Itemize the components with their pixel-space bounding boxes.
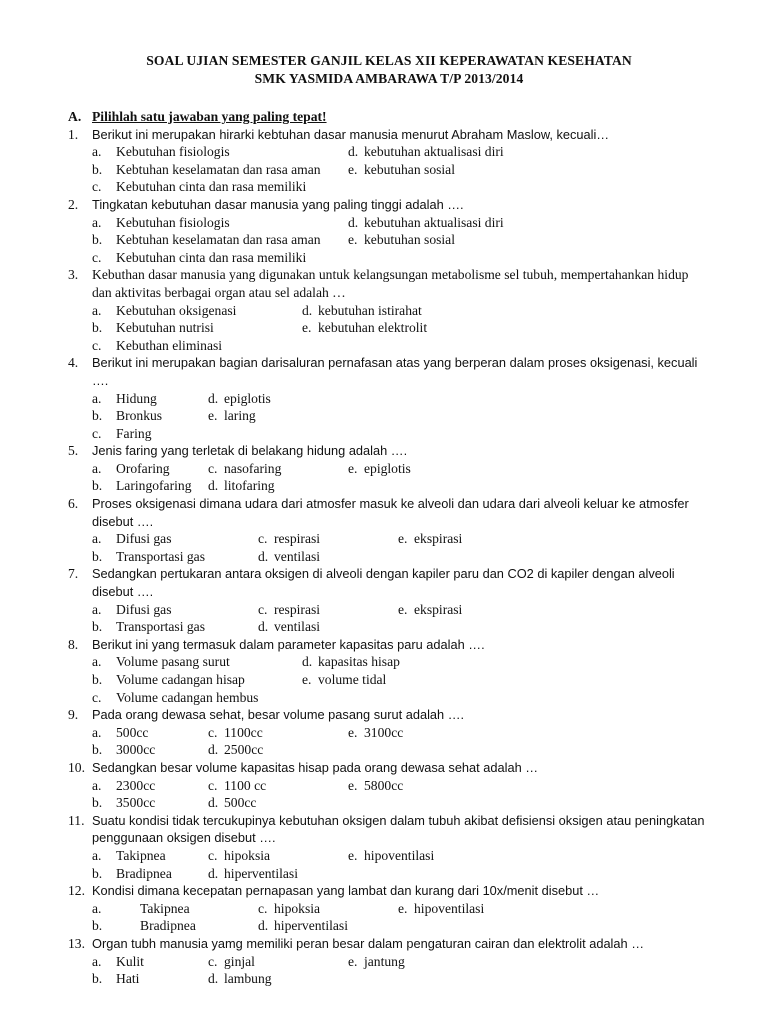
answer-option xyxy=(92,249,306,267)
option-text: Kebtuhan keselamatan dan rasa aman xyxy=(116,232,321,248)
option-text: hiperventilasi xyxy=(224,865,298,881)
option-row xyxy=(68,777,710,795)
option-row xyxy=(68,477,710,495)
answer-option xyxy=(92,161,321,179)
option-text: hiperventilasi xyxy=(274,918,348,934)
option-letter: a. xyxy=(92,654,102,670)
question-number: 8. xyxy=(68,636,79,652)
option-text: Volume cadangan hembus xyxy=(116,689,259,705)
option-text: kapasitas hisap xyxy=(318,654,400,670)
answer-option xyxy=(92,741,155,759)
option-text: kebutuhan sosial xyxy=(364,161,455,177)
answer-option xyxy=(302,671,386,689)
option-text: Kebutuhan fisiologis xyxy=(116,214,230,230)
option-letter: d. xyxy=(258,548,269,564)
option-text: jantung xyxy=(364,953,405,969)
question-text: Berikut ini merupakan bagian darisaluran pernafasan atas yang berperan dalam proses oksigenasi, kecuali …. xyxy=(92,355,698,388)
option-text: 5800cc xyxy=(364,777,404,793)
option-row xyxy=(68,970,710,988)
question-text: Jenis faring yang terletak di belakang hidung adalah …. xyxy=(92,443,408,459)
question-4 xyxy=(68,354,710,442)
question-number: 2. xyxy=(68,196,79,212)
option-letter: e. xyxy=(398,900,408,916)
answer-option xyxy=(208,741,263,759)
question-line xyxy=(68,266,710,301)
option-row xyxy=(68,231,710,249)
option-letter: b. xyxy=(92,795,103,811)
option-letter: e. xyxy=(208,408,218,424)
section-instruction: Pilihlah satu jawaban yang paling tepat! xyxy=(92,109,327,124)
answer-option xyxy=(92,970,139,988)
option-text: Difusi gas xyxy=(116,601,172,617)
option-row xyxy=(68,337,710,355)
answer-option xyxy=(348,161,455,179)
header-school: SMK YASMIDA AMBARAWA T/P 2013/2014 xyxy=(254,71,524,86)
question-13 xyxy=(68,935,710,988)
option-row xyxy=(68,618,710,636)
option-letter: d. xyxy=(208,478,219,494)
question-9 xyxy=(68,706,710,759)
option-letter: c. xyxy=(92,337,102,353)
answer-option xyxy=(258,917,348,935)
option-letter: c. xyxy=(208,847,218,863)
option-letter: e. xyxy=(398,601,408,617)
option-text: ginjal xyxy=(224,953,255,969)
option-row xyxy=(68,847,710,865)
option-row xyxy=(68,178,710,196)
question-text: Kebuthan dasar manusia yang digunakan untuk kelangsungan metabolisme sel tubuh, mempertahankan hidup dan aktivitas berbagai organ atau sel adalah … xyxy=(92,267,689,300)
question-line xyxy=(68,935,710,953)
option-text: volume tidal xyxy=(318,672,387,687)
answer-option xyxy=(208,460,281,478)
answer-option xyxy=(208,794,256,812)
option-letter: c. xyxy=(208,953,218,969)
option-text: ventilasi xyxy=(274,619,321,635)
answer-option xyxy=(92,900,190,918)
option-letter: d. xyxy=(348,144,359,160)
option-letter: b. xyxy=(92,971,103,987)
question-2 xyxy=(68,196,710,266)
question-text: Berikut ini yang termasuk dalam parameter kapasitas paru adalah …. xyxy=(92,636,485,652)
option-text: epiglotis xyxy=(224,390,271,406)
option-letter: b. xyxy=(92,865,103,881)
option-row xyxy=(68,390,710,408)
option-letter: d. xyxy=(258,918,269,934)
answer-option xyxy=(92,530,172,548)
answer-option xyxy=(348,460,411,478)
question-line xyxy=(68,196,710,214)
option-text: hipoksia xyxy=(274,900,321,916)
answer-option xyxy=(348,953,405,971)
option-letter: b. xyxy=(92,408,103,424)
question-10 xyxy=(68,759,710,812)
option-row xyxy=(68,900,710,918)
option-row xyxy=(68,794,710,812)
question-line xyxy=(68,882,710,900)
option-text: nasofaring xyxy=(224,460,282,476)
option-text: Hati xyxy=(116,971,140,987)
option-row xyxy=(68,689,710,707)
option-row xyxy=(68,425,710,443)
option-letter: e. xyxy=(348,953,358,969)
answer-option xyxy=(208,390,271,408)
option-letter: d. xyxy=(208,390,219,406)
question-7 xyxy=(68,565,710,635)
option-row xyxy=(68,741,710,759)
answer-option xyxy=(92,794,155,812)
option-row xyxy=(68,161,710,179)
question-number: 11. xyxy=(68,812,85,828)
question-text: Organ tubh manusia yamg memiliki peran besar dalam pengaturan cairan dan elektrolit adalah … xyxy=(92,935,644,951)
answer-option xyxy=(92,231,321,249)
option-row xyxy=(68,302,710,320)
question-number: 1. xyxy=(68,126,79,142)
question-text: Sedangkan pertukaran antara oksigen di alveoli dengan kapiler paru dan CO2 di kapiler dengan alveoli disebut …. xyxy=(92,566,675,600)
option-letter: c. xyxy=(92,179,102,195)
answer-option xyxy=(92,319,214,337)
answer-option xyxy=(348,214,504,232)
option-letter: b. xyxy=(92,478,103,494)
option-text: 3100cc xyxy=(364,724,404,740)
option-letter: c. xyxy=(208,724,218,740)
option-text: Kebutuhan fisiologis xyxy=(116,144,230,160)
question-list xyxy=(68,126,710,988)
option-letter: b. xyxy=(92,548,103,564)
option-text: lambung xyxy=(224,971,272,987)
option-letter: a. xyxy=(92,601,102,617)
answer-option xyxy=(258,548,320,566)
question-12 xyxy=(68,882,710,935)
option-letter: e. xyxy=(302,320,312,336)
option-text: kebutuhan istirahat xyxy=(318,302,422,318)
question-line xyxy=(68,759,710,777)
option-text: 1100 cc xyxy=(224,777,267,793)
option-letter: d. xyxy=(348,214,359,230)
answer-option xyxy=(258,900,320,918)
option-letter: d. xyxy=(258,619,269,635)
question-1 xyxy=(68,126,710,196)
answer-option xyxy=(92,302,236,320)
option-text: Kebtuhan keselamatan dan rasa aman xyxy=(116,161,321,177)
option-letter: d. xyxy=(208,865,219,881)
question-text: Proses oksigenasi dimana udara dari atmosfer masuk ke alveoli dan udara dari alveoli keluar ke atmosfer disebut …. xyxy=(92,496,689,529)
option-text: Volume pasang surut xyxy=(116,654,230,670)
option-text: Takipnea xyxy=(116,847,166,863)
answer-option xyxy=(92,477,192,495)
option-text: respirasi xyxy=(274,601,321,617)
answer-option xyxy=(92,917,196,935)
question-line xyxy=(68,565,710,600)
question-3 xyxy=(68,266,710,354)
option-text: respirasi xyxy=(274,531,321,547)
option-text: ventilasi xyxy=(274,548,321,564)
header-title: SOAL UJIAN SEMESTER GANJIL KELAS XII KEPERAWATAN KESEHATAN xyxy=(146,53,632,68)
option-letter: c. xyxy=(92,689,102,705)
option-text: litofaring xyxy=(224,478,275,494)
option-letter: d. xyxy=(208,971,219,987)
answer-option xyxy=(348,143,504,161)
answer-option xyxy=(92,548,205,566)
option-letter: a. xyxy=(92,724,102,740)
option-row xyxy=(68,865,710,883)
option-text: Bradipnea xyxy=(116,865,172,881)
option-text: Laringofaring xyxy=(116,478,192,494)
question-line xyxy=(68,812,710,847)
option-row xyxy=(68,953,710,971)
option-letter: a. xyxy=(92,953,102,969)
question-line xyxy=(68,706,710,724)
answer-option xyxy=(258,530,320,548)
answer-option xyxy=(208,970,272,988)
option-letter: d. xyxy=(302,654,313,670)
option-letter: a. xyxy=(92,390,102,406)
exam-header xyxy=(68,52,710,88)
answer-option xyxy=(348,847,434,865)
answer-option xyxy=(92,777,155,795)
option-letter: a. xyxy=(92,531,102,547)
question-5 xyxy=(68,442,710,495)
question-number: 3. xyxy=(68,267,79,283)
option-text: hipoventilasi xyxy=(364,847,435,863)
option-row xyxy=(68,530,710,548)
option-letter: e. xyxy=(348,460,358,476)
option-letter: d. xyxy=(302,302,313,318)
option-text: Takipnea xyxy=(140,900,190,916)
option-letter: b. xyxy=(92,161,103,177)
option-text: Orofaring xyxy=(116,460,170,476)
question-number: 5. xyxy=(68,443,79,459)
answer-option xyxy=(92,460,170,478)
question-number: 7. xyxy=(68,566,79,582)
option-letter: a. xyxy=(92,460,102,476)
option-text: kebutuhan aktualisasi diri xyxy=(364,144,504,160)
option-letter: e. xyxy=(348,847,358,863)
option-letter: c. xyxy=(92,249,102,265)
question-line xyxy=(68,636,710,654)
option-letter: b. xyxy=(92,672,103,687)
answer-option xyxy=(348,724,403,742)
question-text: Sedangkan besar volume kapasitas hisap pada orang dewasa sehat adalah … xyxy=(92,759,539,775)
answer-option xyxy=(208,865,298,883)
option-letter: a. xyxy=(92,847,102,863)
option-text: Faring xyxy=(116,425,152,441)
option-row xyxy=(68,460,710,478)
option-text: Transportasi gas xyxy=(116,548,205,564)
option-letter: b. xyxy=(92,232,103,248)
option-text: Kulit xyxy=(116,953,144,969)
option-letter: c. xyxy=(258,531,268,547)
answer-option xyxy=(92,407,162,425)
section-letter: A. xyxy=(68,109,82,124)
answer-option xyxy=(398,601,462,619)
option-text: 1100cc xyxy=(224,724,263,740)
answer-option xyxy=(398,530,462,548)
answer-option xyxy=(92,671,245,689)
answer-option xyxy=(92,214,230,232)
option-text: kebutuhan sosial xyxy=(364,232,455,248)
answer-option xyxy=(92,390,157,408)
question-line xyxy=(68,126,710,144)
answer-option xyxy=(92,143,230,161)
option-letter: e. xyxy=(398,531,408,547)
option-text: ekspirasi xyxy=(414,531,463,547)
option-text: 500cc xyxy=(116,724,149,740)
option-text: epiglotis xyxy=(364,460,411,476)
question-text: Suatu kondisi tidak tercukupinya kebutuhan oksigen dalam tubuh akibat defisiensi oksigen atau peningkatan penggunaan oksigen disebut …. xyxy=(92,812,705,846)
question-number: 6. xyxy=(68,496,79,512)
question-text: Tingkatan kebutuhan dasar manusia yang paling tinggi adalah …. xyxy=(92,196,464,212)
option-text: Kebutuhan oksigenasi xyxy=(116,302,237,318)
option-text: 2500cc xyxy=(224,742,264,758)
option-row xyxy=(68,407,710,425)
question-text: Berikut ini merupakan hirarki kebtuhan dasar manusia menurut Abraham Maslow, kecuali… xyxy=(92,126,610,142)
option-letter: e. xyxy=(302,672,312,687)
option-text: 3500cc xyxy=(116,795,156,811)
option-letter: c. xyxy=(208,460,218,476)
question-number: 10. xyxy=(68,759,85,775)
option-row xyxy=(68,548,710,566)
answer-option xyxy=(92,724,148,742)
option-letter: a. xyxy=(92,144,102,160)
option-letter: a. xyxy=(92,900,102,916)
question-number: 13. xyxy=(68,935,85,951)
option-letter: c. xyxy=(258,601,268,617)
question-text: Pada orang dewasa sehat, besar volume pasang surut adalah …. xyxy=(92,707,465,723)
question-number: 9. xyxy=(68,707,79,723)
answer-option xyxy=(348,231,455,249)
option-text: Kebuthan eliminasi xyxy=(116,337,223,353)
option-letter: c. xyxy=(92,425,102,441)
option-letter: a. xyxy=(92,302,102,318)
question-11 xyxy=(68,812,710,882)
answer-option xyxy=(302,319,427,337)
option-text: hipoventilasi xyxy=(414,900,485,916)
answer-option xyxy=(208,777,266,795)
option-text: Difusi gas xyxy=(116,531,172,547)
answer-option xyxy=(92,601,172,619)
answer-option xyxy=(92,337,222,355)
question-number: 12. xyxy=(68,883,85,899)
option-row xyxy=(68,319,710,337)
answer-option xyxy=(92,865,172,883)
question-text: Kondisi dimana kecepatan pernapasan yang lambat dan kurang dari 10x/menit disebut … xyxy=(92,883,600,899)
question-line xyxy=(68,495,710,530)
option-row xyxy=(68,143,710,161)
option-text: 500cc xyxy=(224,795,257,811)
answer-option xyxy=(208,407,256,425)
option-letter: c. xyxy=(208,777,218,793)
option-text: hipoksia xyxy=(224,847,271,863)
option-letter: a. xyxy=(92,777,102,793)
option-row xyxy=(68,249,710,267)
option-letter: e. xyxy=(348,777,358,793)
option-text: Bradipnea xyxy=(140,918,196,934)
option-letter: b. xyxy=(92,619,103,635)
option-letter: e. xyxy=(348,724,358,740)
answer-option xyxy=(92,847,166,865)
answer-option xyxy=(92,689,258,707)
option-text: Kebutuhan nutrisi xyxy=(116,320,214,336)
question-6 xyxy=(68,495,710,565)
option-text: ekspirasi xyxy=(414,601,463,617)
question-line xyxy=(68,354,710,389)
answer-option xyxy=(258,601,320,619)
option-row xyxy=(68,724,710,742)
option-text: kebutuhan elektrolit xyxy=(318,320,428,336)
answer-option xyxy=(258,618,320,636)
answer-option xyxy=(302,302,422,320)
option-letter: c. xyxy=(258,900,268,916)
question-number: 4. xyxy=(68,355,79,371)
option-text: Kebutuhan cinta dan rasa memiliki xyxy=(116,179,307,195)
answer-option xyxy=(398,900,484,918)
answer-option xyxy=(302,653,400,671)
option-text: 2300cc xyxy=(116,777,156,793)
option-text: laring xyxy=(224,408,256,424)
answer-option xyxy=(92,953,144,971)
option-text: kebutuhan aktualisasi diri xyxy=(364,214,504,230)
answer-option xyxy=(92,425,152,443)
answer-option xyxy=(208,724,263,742)
option-row xyxy=(68,671,710,689)
question-8 xyxy=(68,636,710,706)
section-heading xyxy=(68,108,710,126)
option-letter: b. xyxy=(92,320,103,336)
answer-option xyxy=(92,618,205,636)
option-text: Transportasi gas xyxy=(116,619,205,635)
option-text: Kebutuhan cinta dan rasa memiliki xyxy=(116,249,307,265)
option-text: Volume cadangan hisap xyxy=(116,672,245,687)
option-letter: b. xyxy=(92,918,103,934)
option-letter: d. xyxy=(208,795,219,811)
option-letter: e. xyxy=(348,161,358,177)
answer-option xyxy=(92,178,306,196)
answer-option xyxy=(92,653,230,671)
question-line xyxy=(68,442,710,460)
option-letter: e. xyxy=(348,232,358,248)
option-row xyxy=(68,601,710,619)
option-row xyxy=(68,917,710,935)
answer-option xyxy=(208,847,270,865)
answer-option xyxy=(208,953,255,971)
option-letter: a. xyxy=(92,214,102,230)
answer-option xyxy=(208,477,275,495)
option-row xyxy=(68,214,710,232)
answer-option xyxy=(348,777,403,795)
option-letter: d. xyxy=(208,742,219,758)
option-row xyxy=(68,653,710,671)
option-text: Bronkus xyxy=(116,408,163,424)
option-letter: b. xyxy=(92,742,103,758)
option-text: Hidung xyxy=(116,390,157,406)
option-text: 3000cc xyxy=(116,742,156,758)
